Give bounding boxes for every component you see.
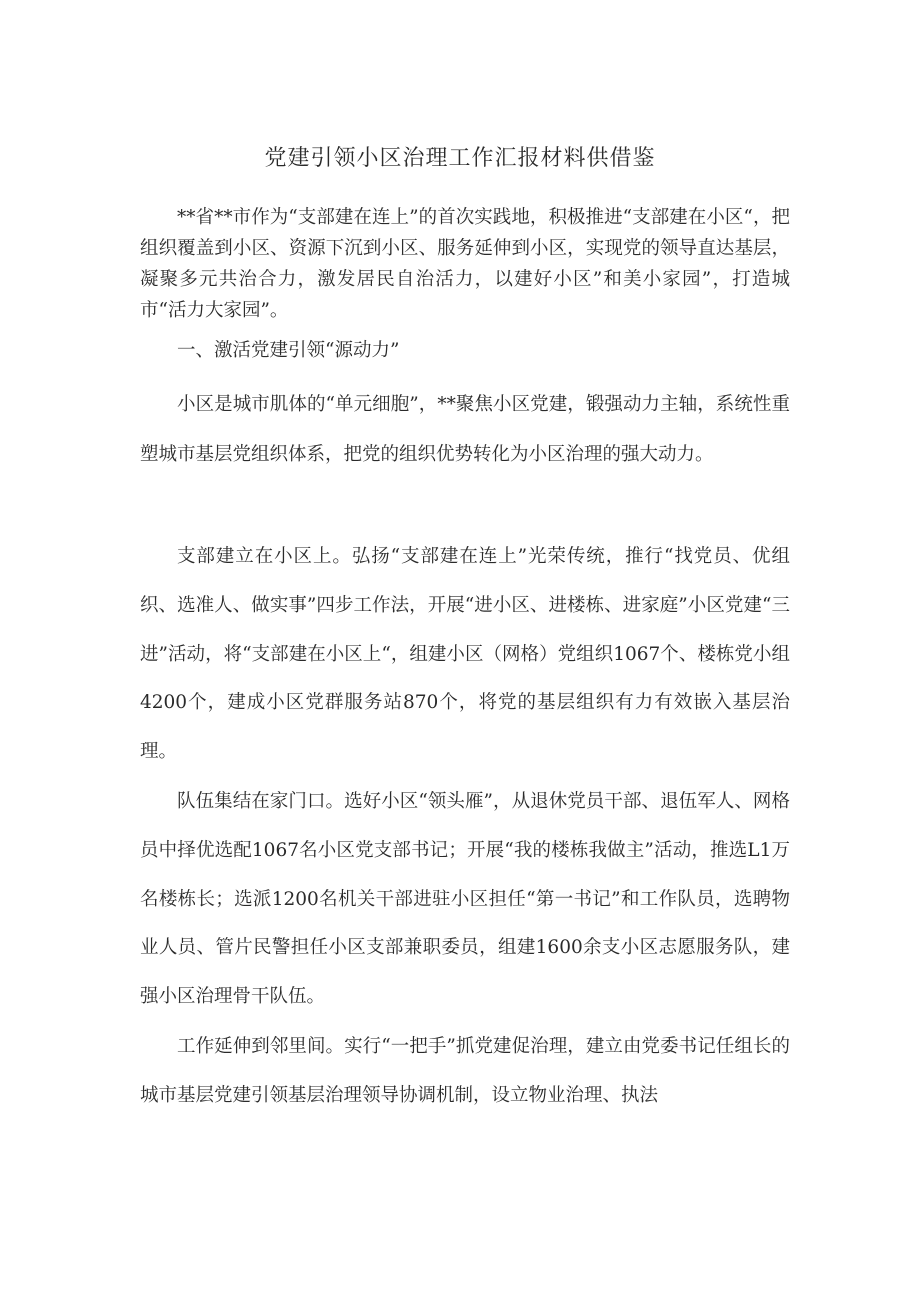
body-paragraph: 支部建立在小区上。弘扬“支部建在连上”光荣传统，推行“找党员、优组织、选准人、做实事”四步工作法，开展“进小区、进楼栋、进家庭”小区党建“三进”活动，将“支部建在小区上“，组建小区（网格）党组织1067个、楼栋党小组4200个，建成小区党群服务站870个，将党的基层组织有力有效嵌入基层治理。: [140, 546, 790, 763]
body-paragraph: 工作延伸到邻里间。实行“一把手”抓党建促治理，建立由党委书记任组长的城市基层党建引领基层治理领导协调机制，设立物业治理、执法: [140, 1036, 790, 1106]
body-paragraph: 队伍集结在家门口。选好小区“领头雁”，从退休党员干部、退伍军人、网格员中择优选配1067名小区党支部书记；开展“我的楼栋我做主”活动，推选L1万名楼栋长；选派1200名机关干部进驻小区担任“第一书记”和工作队员，选聘物业人员、管片民警担任小区支部兼职委员，组建1600余支小区志愿服务队，建强小区治理骨干队伍。: [140, 791, 790, 1008]
section-heading: 一、激活党建引领“源动力”: [177, 340, 400, 361]
document-title: 党建引领小区治理工作汇报材料供借鉴: [264, 146, 656, 171]
intro-paragraph: **省**市作为“支部建在连上”的首次实践地，积极推进“支部建在小区“，把组织覆盖到小区、资源下沉到小区、服务延伸到小区，实现党的领导直达基层，凝聚多元共治合力，激发居民自治活力，以建好小区”和美小家园”，打造城市“活力大家园”。: [140, 207, 790, 321]
body-paragraph: 小区是城市肌体的“单元细胞”，**聚焦小区党建，锻强动力主轴，系统性重塑城市基层党组织体系，把党的组织优势转化为小区治理的强大动力。: [140, 394, 790, 465]
